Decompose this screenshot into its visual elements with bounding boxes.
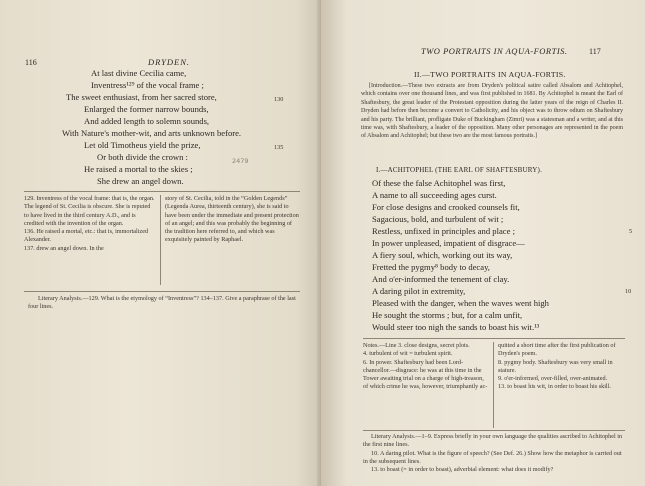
line-marker: 10	[625, 288, 632, 295]
poem-line: Restless, unfixed in principles and place ;	[372, 226, 515, 236]
poem-line: And o'er-informed the tenement of clay.	[372, 274, 510, 284]
column-divider	[160, 195, 161, 285]
note: story of St. Cecilia, told in the “Golden Legends” (Legenda Aurea, thirteenth century), she is said to have been under the immediate and present protection of an angel; and this was probably the beginning of the tradition here referred to, and which was exquisitely painted by Raphael.	[165, 195, 299, 244]
poem-line: Or both divide the crown :	[97, 152, 188, 162]
poem-line: With Nature's mother-wit, and arts unknown before.	[62, 128, 242, 138]
column-divider	[493, 342, 494, 428]
section-title: II.—TWO PORTRAITS IN AQUA-FORTIS.	[414, 70, 566, 79]
left-page-number: 116	[25, 58, 37, 67]
right-literary-analysis	[363, 433, 627, 474]
introduction: [Introduction.—These two extracts are from Dryden's political satire called Absalom and Achitophel, which contains over one thousand lines, and was first published in 1681. By Achitophel is meant the Earl of Shaftesbury, the great leader of the Protestant opposition during the latter years of the reign of Charles II. Dryden had before then become a convert to Catholicity, and his object was to throw odium on Shaftesbury and his party. The brilliant, profligate Duke of Buckingham (Zimri) was a statesman and a writer, and at this time was, with Shaftesbury, a leader of the opposition. Many other personages are represented in the poem of Absalom and Achitophel; but these two are the most famous portraits.]	[361, 83, 623, 140]
notes-divider	[363, 338, 625, 339]
poem-line: Enlarged the former narrow bounds,	[84, 104, 209, 114]
left-page	[0, 0, 321, 486]
subsection-title: I.—ACHITOPHEL (THE EARL OF SHAFTESBURY).	[376, 166, 543, 174]
analysis-item: Literary Analysis.—1–9. Express briefly in your own language the qualities ascribed to Achitophel in the first nine lines.	[363, 433, 623, 449]
left-literary-analysis: Literary Analysis.—129. What is the etymology of “Inventress”? 134–137. Give a paraphrase of the last four lines.	[28, 295, 296, 311]
poem-line: Sagacious, bold, and turbulent of wit ;	[372, 214, 504, 224]
notes-right-column	[165, 195, 301, 245]
note: 4. turbulent of wit = turbulent spirit.	[363, 350, 453, 358]
poem-line: Fretted the pygmy⁸ body to decay,	[372, 262, 490, 272]
notes-left-column	[24, 195, 155, 253]
poem-line: He raised a mortal to the skies ;	[84, 164, 193, 174]
poem-line: A fiery soul, which, working out its way,	[372, 250, 513, 260]
note: 129. Inventress of the vocal frame: that is, the organ. The legend of St. Cecilia is obscure. She is reputed to have lived in the third century A.D., and is credited with the invention of the organ.	[24, 195, 155, 227]
note: 137. drew an angel down. In the	[24, 244, 104, 252]
line-marker: 135	[274, 144, 284, 151]
analysis-divider	[363, 430, 625, 431]
notes-left-column	[363, 342, 489, 392]
line-marker: 130	[274, 96, 284, 103]
poem-line: A name to all succeeding ages curst.	[372, 190, 497, 200]
left-running-head: DRYDEN.	[148, 57, 191, 67]
note: 9. o'er-informed, over-filled, over-animated.	[498, 375, 608, 383]
note: 8. pygmy body. Shaftesbury was very small in stature.	[498, 358, 613, 374]
poem-line: In power unpleased, impatient of disgrace—	[372, 238, 525, 248]
note: 6. In power. Shaftesbury had been Lord-chancellor.—disgrace: he was at this time in the Tower awaiting trial on a charge of high-treason, of which crime he was, however, triumphantly ac-	[363, 358, 488, 391]
poem-line: She drew an angel down.	[97, 176, 184, 186]
right-page	[321, 0, 645, 486]
poem-line: Inventress¹²⁹ of the vocal frame ;	[91, 80, 204, 90]
poem-line: At last divine Cecilia came,	[91, 68, 187, 78]
notes-right-column	[498, 342, 625, 392]
poem-line: And added length to solemn sounds,	[84, 116, 210, 126]
right-page-number: 117	[589, 47, 601, 56]
analysis-item: 13. to boast (= in order to boast), adverbial element: what does it modify?	[371, 466, 554, 474]
poem-line: Of these the false Achitophel was first,	[372, 178, 506, 188]
poem-line: A daring pilot in extremity,	[372, 286, 466, 296]
poem-line: He sought the storms ; but, for a calm unfit,	[372, 310, 523, 320]
pencil-annotation: 2479	[232, 157, 249, 165]
poem-line: Pleased with the danger, when the waves went high	[372, 298, 549, 308]
analysis-item: 10. A daring pilot. What is the figure of speech? (See Def. 26.) Show how the metaphor is carried out in the subsequent lines.	[363, 449, 622, 465]
poem-line: Let old Timotheus yield the prize,	[84, 140, 201, 150]
poem-line: For close designs and crooked counsels fit,	[372, 202, 520, 212]
right-running-head: TWO PORTRAITS IN AQUA-FORTIS.	[421, 46, 568, 56]
poem-line: The sweet enthusiast, from her sacred store,	[66, 92, 217, 102]
line-marker: 5	[629, 228, 633, 235]
poem-line: Would steer too nigh the sands to boast his wit.¹³	[372, 322, 540, 332]
analysis-divider	[24, 291, 300, 292]
note: quitted a short time after the first publication of Dryden's poem.	[498, 342, 616, 358]
note: 136. He raised a mortal, etc.: that is, immortalized Alexander.	[24, 228, 149, 244]
note: 13. to boast his wit, in order to boast his skill.	[498, 383, 611, 391]
notes-divider	[24, 191, 300, 192]
note: Notes.—Line 3. close designs, secret plots.	[363, 342, 470, 349]
